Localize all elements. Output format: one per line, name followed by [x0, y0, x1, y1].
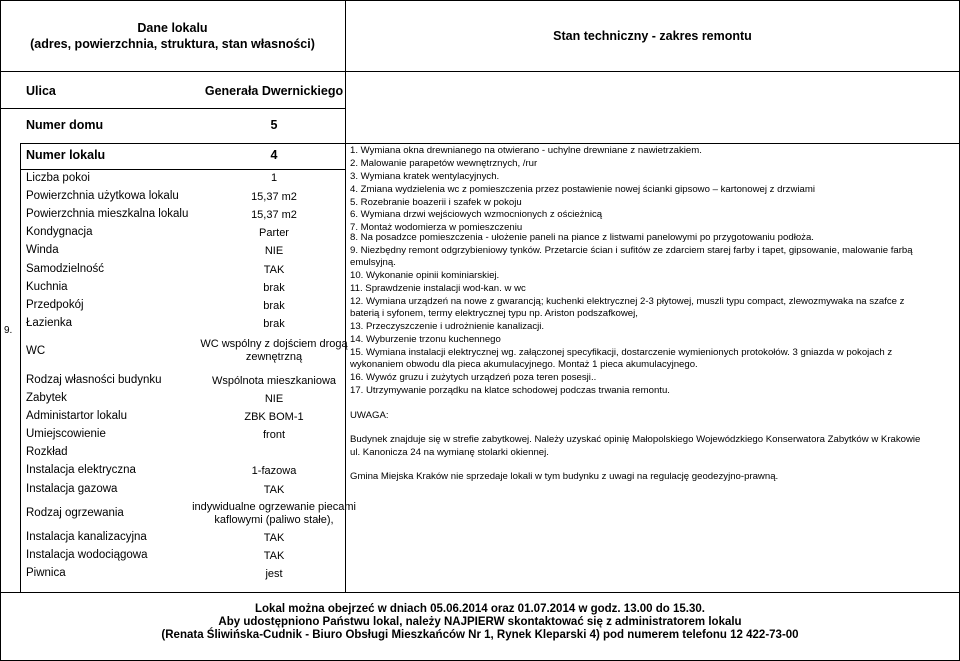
row-value: front: [262, 429, 285, 441]
row-value: jest: [265, 568, 283, 580]
work-item-continued: wykonaniem obwodu dla pieca akumulacyjnego. Montaż 1 pieca akumulacyjnego.: [350, 359, 698, 370]
row-value: brak: [263, 300, 285, 312]
house-number-value: 5: [270, 118, 278, 132]
apartment-number-value: 4: [270, 148, 278, 162]
row-label: Rodzaj ogrzewania: [26, 507, 124, 519]
row-value: NIE: [264, 245, 284, 257]
row-value: Parter: [259, 227, 289, 239]
work-item: 5. Rozebranie boazerii i szafek w pokoju: [350, 197, 522, 208]
row-label: Samodzielność: [26, 263, 104, 275]
border-left: [0, 0, 1, 661]
footer-contact-details: (Renata Śliwińska-Cudnik - Biuro Obsługi Mieszkańców Nr 1, Rynek Kleparski 4) pod numerem telefonu 12 422-73-00: [161, 629, 799, 641]
row-value: WC wspólny z dojściem drogą: [200, 338, 348, 350]
row-label: Rodzaj własności budynku: [26, 374, 162, 386]
row-label: Administartor lokalu: [26, 410, 127, 422]
row-label: Instalacja elektryczna: [26, 464, 136, 476]
row-label: Powierzchnia mieszkalna lokalu: [26, 208, 189, 220]
row-value-continued: zewnętrzną: [245, 351, 303, 363]
row-value-continued: kaflowymi (paliwo stałe),: [214, 514, 334, 526]
row-label: Łazienka: [26, 317, 73, 329]
row-label: Przedpokój: [26, 299, 84, 311]
row-label: Instalacja kanalizacyjna: [26, 531, 147, 543]
divider: [0, 71, 960, 72]
work-item: 9. Niezbędny remont odgrzybieniowy tynków. Przetarcie ścian i sufitów ze zdarciem starej farby i tapet, gipsowanie, malowanie farbą: [350, 245, 913, 256]
work-item-continued: emulsyjną.: [350, 257, 396, 268]
work-item: 15. Wymiana instalacji elektrycznej wg. załączonej specyfikacji, dostarczenie wymienionych protokołów. 3 gniazda w pokojach z: [350, 347, 893, 358]
row-value: TAK: [263, 550, 285, 562]
row-value: TAK: [263, 484, 285, 496]
work-item: 13. Przeczyszczenie i udrożnienie kanalizacji.: [350, 321, 545, 332]
row-label: Zabytek: [26, 392, 67, 404]
row-label: Powierzchnia użytkowa lokalu: [26, 190, 179, 202]
row-value: 15,37 m2: [251, 191, 297, 203]
row-value: ZBK BOM-1: [244, 411, 304, 423]
work-item-continued: baterią i syfonem, termy elektrycznej typu np. Ariston podszafkowej,: [350, 308, 638, 319]
divider: [20, 143, 21, 592]
note-line: Gmina Miejska Kraków nie sprzedaje lokali w tym budynku z uwagi na regulację geodezyjno-prawną.: [350, 471, 779, 482]
work-item: 14. Wyburzenie trzonu kuchennego: [350, 334, 501, 345]
left-header-title: Dane lokalu: [137, 21, 208, 35]
row-value: brak: [263, 282, 285, 294]
work-item: 3. Wymiana kratek wentylacyjnych.: [350, 171, 500, 182]
border-top: [0, 0, 960, 1]
divider: [0, 108, 345, 109]
work-item: 17. Utrzymywanie porządku na klatce schodowej podczas trwania remontu.: [350, 385, 670, 396]
row-label: Kuchnia: [26, 281, 68, 293]
right-header-title: Stan techniczny - zakres remontu: [553, 29, 752, 43]
work-item: 16. Wywóz gruzu i zużytych urządzeń poza teren posesji..: [350, 372, 597, 383]
house-number-label: Numer domu: [26, 118, 104, 132]
work-item: 8. Na posadzce pomieszczenia - ułożenie paneli na piance z listwami panelowymi po przygotowaniu podłoża.: [350, 232, 814, 243]
row-value: brak: [263, 318, 285, 330]
work-item: 7. Montaż wodomierza w pomieszczeniu: [350, 222, 523, 233]
footer-viewing-dates: Lokal można obejrzeć w dniach 05.06.2014 oraz 01.07.2014 w godz. 13.00 do 15.30.: [255, 603, 705, 615]
row-value: TAK: [263, 264, 285, 276]
row-number: 9.: [4, 325, 13, 336]
work-item: 10. Wykonanie opinii kominiarskiej.: [350, 270, 500, 281]
row-label: WC: [26, 345, 46, 357]
row-value: 1-fazowa: [251, 465, 297, 477]
row-label: Liczba pokoi: [26, 172, 90, 184]
footer-contact-note: Aby udostępniono Państwu lokal, należy NAJPIERW skontaktować się z administratorem lokalu: [218, 616, 742, 628]
row-label: Kondygnacja: [26, 226, 93, 238]
row-label: Winda: [26, 244, 59, 256]
street-value: Generała Dwernickiego: [204, 84, 344, 98]
work-item: 1. Wymiana okna drewnianego na otwierano - uchylne drewniane z nawietrzakiem.: [350, 145, 702, 156]
divider: [20, 169, 345, 170]
work-item: 12. Wymiana urządzeń na nowe z gwarancją; kuchenki elektrycznej 2-3 płytowej, muszli typu compact, zlewozmywaka na szafce z: [350, 296, 905, 307]
row-label: Instalacja wodociągowa: [26, 549, 148, 561]
notes-heading: UWAGA:: [350, 410, 389, 421]
row-label: Rozkład: [26, 446, 68, 458]
street-label: Ulica: [26, 84, 56, 98]
row-label: Instalacja gazowa: [26, 483, 118, 495]
row-value: NIE: [264, 393, 284, 405]
row-value: 15,37 m2: [251, 209, 297, 221]
row-value: indywidualne ogrzewanie piecami: [192, 501, 356, 513]
divider: [20, 143, 960, 144]
row-label: Umiejscowienie: [26, 428, 106, 440]
work-item: 11. Sprawdzenie instalacji wod-kan. w wc: [350, 283, 526, 294]
left-header-subtitle: (adres, powierzchnia, struktura, stan własności): [30, 37, 315, 51]
note-line: Budynek znajduje się w strefie zabytkowej. Należy uzyskać opinię Małopolskiego Wojewódzkiego Konserwatora Zabytków w Krakowie: [350, 434, 921, 445]
row-value: TAK: [263, 532, 285, 544]
work-item: 4. Zmiana wydzielenia wc z pomieszczenia przez postawienie nowej ścianki gipsowo – kartonowej z drzwiami: [350, 184, 815, 195]
row-label: Piwnica: [26, 567, 66, 579]
row-value: Wspólnota mieszkaniowa: [211, 375, 337, 387]
work-item: 6. Wymiana drzwi wejściowych wzmocnionych z ościeżnicą: [350, 209, 603, 220]
note-line: ul. Kanonicza 24 na wymianę stolarki okiennej.: [350, 447, 549, 458]
work-item: 2. Malowanie parapetów wewnętrznych, /rur: [350, 158, 538, 169]
divider: [0, 592, 960, 593]
row-value: 1: [270, 172, 278, 184]
apartment-number-label: Numer lokalu: [26, 148, 106, 162]
